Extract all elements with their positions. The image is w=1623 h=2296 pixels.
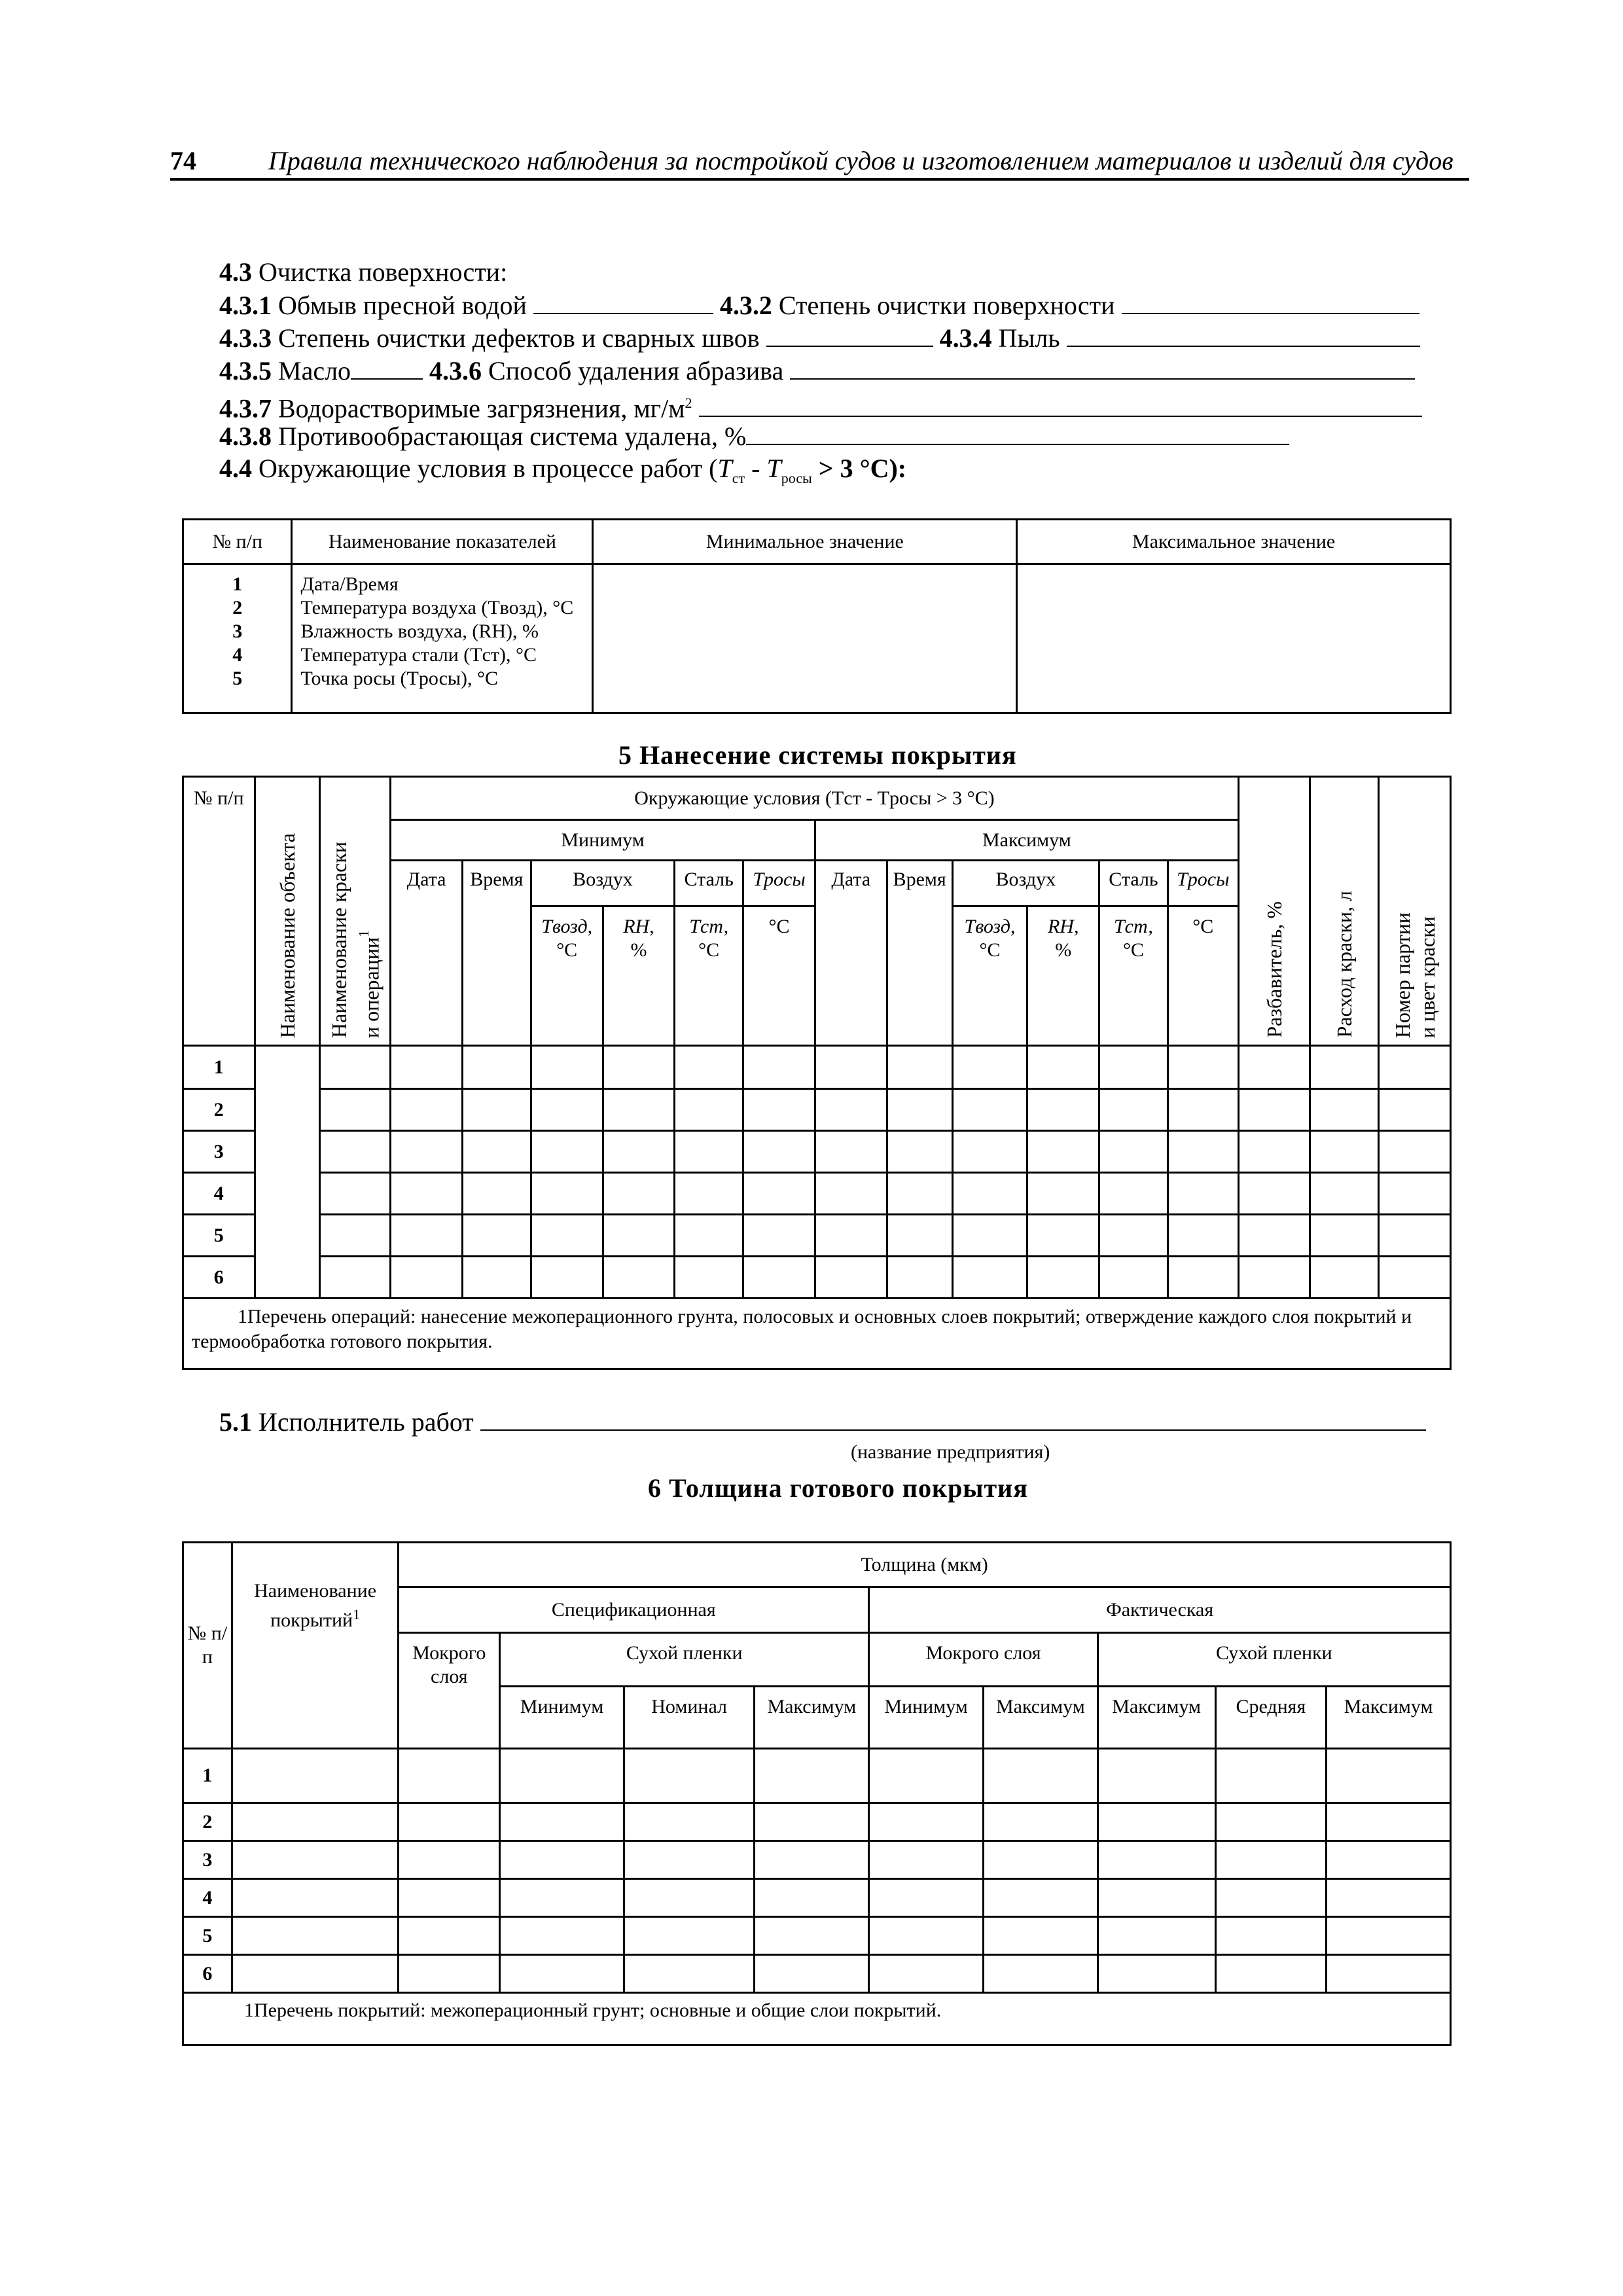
col-air: Воздух xyxy=(531,861,674,906)
row-items: Дата/Время Температура воздуха (Tвозд), °C Влажность воздуха, (RH), % Температура стали (Tст), °C Точка росы (Tросы), °C xyxy=(292,564,593,713)
col-t-steel: Tст, °C xyxy=(675,906,743,1046)
col-date: Дата xyxy=(815,861,887,1046)
coating-thickness-table xyxy=(182,1541,1452,2046)
col-max: Максимум xyxy=(1327,1687,1451,1749)
row-numbers: 1 2 3 4 5 xyxy=(183,564,292,713)
fill-line[interactable] xyxy=(1122,289,1419,314)
table-row: 3 xyxy=(183,1131,1451,1173)
col-deg: °C xyxy=(1168,906,1238,1046)
line-4-3-5: 4.3.5 Масло 4.3.6 Способ удаления абразива xyxy=(219,355,1415,387)
fill-line[interactable] xyxy=(533,289,713,314)
table-row: 6 xyxy=(183,1955,1451,1993)
col-batch: Номер партии и цвет краски xyxy=(1379,777,1451,1046)
footnote-operations: 1Перечень операций: нанесение межоперационного грунта, полосовых и основных слоев покрытий; отверждение каждого слоя покрытий и термообработка готового покрытия. xyxy=(183,1299,1451,1369)
contractor-caption: (название предприятия) xyxy=(851,1441,1050,1463)
col-max: Максимум xyxy=(815,820,1238,861)
fill-line[interactable] xyxy=(746,420,1289,445)
col-time: Время xyxy=(462,861,531,1046)
fill-line[interactable] xyxy=(351,355,423,380)
col-header-min: Минимальное значение xyxy=(593,520,1017,564)
col-dry: Сухой пленки xyxy=(1097,1633,1450,1687)
col-paint: Наименование краски и операции$^1$ xyxy=(320,777,391,1046)
col-max: Максимум xyxy=(1097,1687,1215,1749)
col-date: Дата xyxy=(391,861,463,1046)
table-row: 5 xyxy=(183,1215,1451,1257)
col-dew: Tросы xyxy=(743,861,815,906)
table-row: 1 xyxy=(183,1749,1451,1803)
fill-line[interactable] xyxy=(766,322,933,347)
col-t-steel: Tст, °C xyxy=(1099,906,1168,1046)
col-thinner: Разбавитель, % xyxy=(1238,777,1310,1046)
line-4-3: 4.3 Очистка поверхности: xyxy=(219,257,508,287)
col-dew: Tросы xyxy=(1168,861,1238,906)
col-max: Максимум xyxy=(755,1687,869,1749)
table-row: 5 xyxy=(183,1917,1451,1955)
header-rule xyxy=(170,178,1469,181)
col-name: Наименование покрытий$^1$ xyxy=(232,1543,399,1749)
col-rh: RH, % xyxy=(1027,906,1099,1046)
col-header-max: Максимальное значение xyxy=(1017,520,1451,564)
col-env: Окружающие условия (Tст - Tросы > 3 °C) xyxy=(391,777,1239,820)
col-time: Время xyxy=(887,861,952,1046)
col-steel: Сталь xyxy=(1099,861,1168,906)
running-title: Правила технического наблюдения за постройкой судов и изготовлением материалов и изделий для судов xyxy=(268,146,1454,175)
line-4-3-8: 4.3.8 Противообрастающая система удалена, % xyxy=(219,420,1289,452)
col-dry: Сухой пленки xyxy=(500,1633,869,1687)
col-num: № п/п xyxy=(183,1543,232,1749)
col-max: Максимум xyxy=(983,1687,1097,1749)
line-4-3-7: 4.3.7 Водорастворимые загрязнения, $мг/м^2$ xyxy=(219,387,1422,424)
col-min: Минимум xyxy=(500,1687,624,1749)
table-row: 2 xyxy=(183,1089,1451,1131)
line-4-4: 4.4 Окружающие условия в процессе работ ($T_{ст} - T_{росы} > 3$ °C): xyxy=(219,454,907,486)
table-row: 1 xyxy=(183,1046,1451,1089)
table-row: 3 xyxy=(183,1841,1451,1879)
col-object: Наименование объекта xyxy=(255,777,320,1046)
col-t-air: Tвозд, °C xyxy=(952,906,1027,1046)
col-air: Воздух xyxy=(952,861,1099,906)
footnote-coatings: 1Перечень покрытий: межоперационный грунт; основные и общие слои покрытий. xyxy=(183,1993,1451,2045)
fill-line[interactable] xyxy=(1067,322,1420,347)
col-steel: Сталь xyxy=(675,861,743,906)
line-4-3-3: 4.3.3 Степень очистки дефектов и сварных швов 4.3.4 Пыль xyxy=(219,322,1420,354)
fill-line[interactable] xyxy=(790,355,1415,380)
col-avg: Средняя xyxy=(1215,1687,1327,1749)
col-thickness: Толщина (мкм) xyxy=(399,1543,1451,1587)
line-4-3-1: 4.3.1 Обмыв пресной водой 4.3.2 Степень очистки поверхности xyxy=(219,289,1419,321)
col-spec: Спецификационная xyxy=(399,1587,869,1633)
col-min: Минимум xyxy=(869,1687,984,1749)
max-value-cell[interactable] xyxy=(1017,564,1451,713)
table-row: 2 xyxy=(183,1803,1451,1841)
table-row: 6 xyxy=(183,1257,1451,1299)
section-5-title: 5 Нанесение системы покрытия xyxy=(618,740,1017,770)
contractor-field[interactable] xyxy=(480,1406,1426,1431)
col-deg: °C xyxy=(743,906,815,1046)
col-fact: Фактическая xyxy=(869,1587,1451,1633)
min-value-cell[interactable] xyxy=(593,564,1017,713)
col-header-name: Наименование показателей xyxy=(292,520,593,564)
col-min: Минимум xyxy=(391,820,815,861)
col-num: № п/п xyxy=(183,777,255,1046)
table-row: 4 xyxy=(183,1879,1451,1917)
conditions-table xyxy=(182,518,1452,714)
table-row: 4 xyxy=(183,1173,1451,1215)
page-number: 74 xyxy=(170,146,196,175)
line-5-1: 5.1 Исполнитель работ xyxy=(219,1406,1426,1438)
col-header-num: № п/п xyxy=(183,520,292,564)
object-cell[interactable] xyxy=(255,1046,320,1299)
col-wet: Мокрого слоя xyxy=(399,1633,500,1749)
coating-application-table xyxy=(182,776,1452,1370)
col-consumption: Расход краски, л xyxy=(1310,777,1379,1046)
fill-line[interactable] xyxy=(699,392,1422,417)
col-nom: Номинал xyxy=(624,1687,755,1749)
col-rh: RH, % xyxy=(603,906,675,1046)
col-t-air: Tвозд, °C xyxy=(531,906,603,1046)
col-wet: Мокрого слоя xyxy=(869,1633,1098,1687)
section-6-title: 6 Толщина готового покрытия xyxy=(648,1473,1028,1503)
